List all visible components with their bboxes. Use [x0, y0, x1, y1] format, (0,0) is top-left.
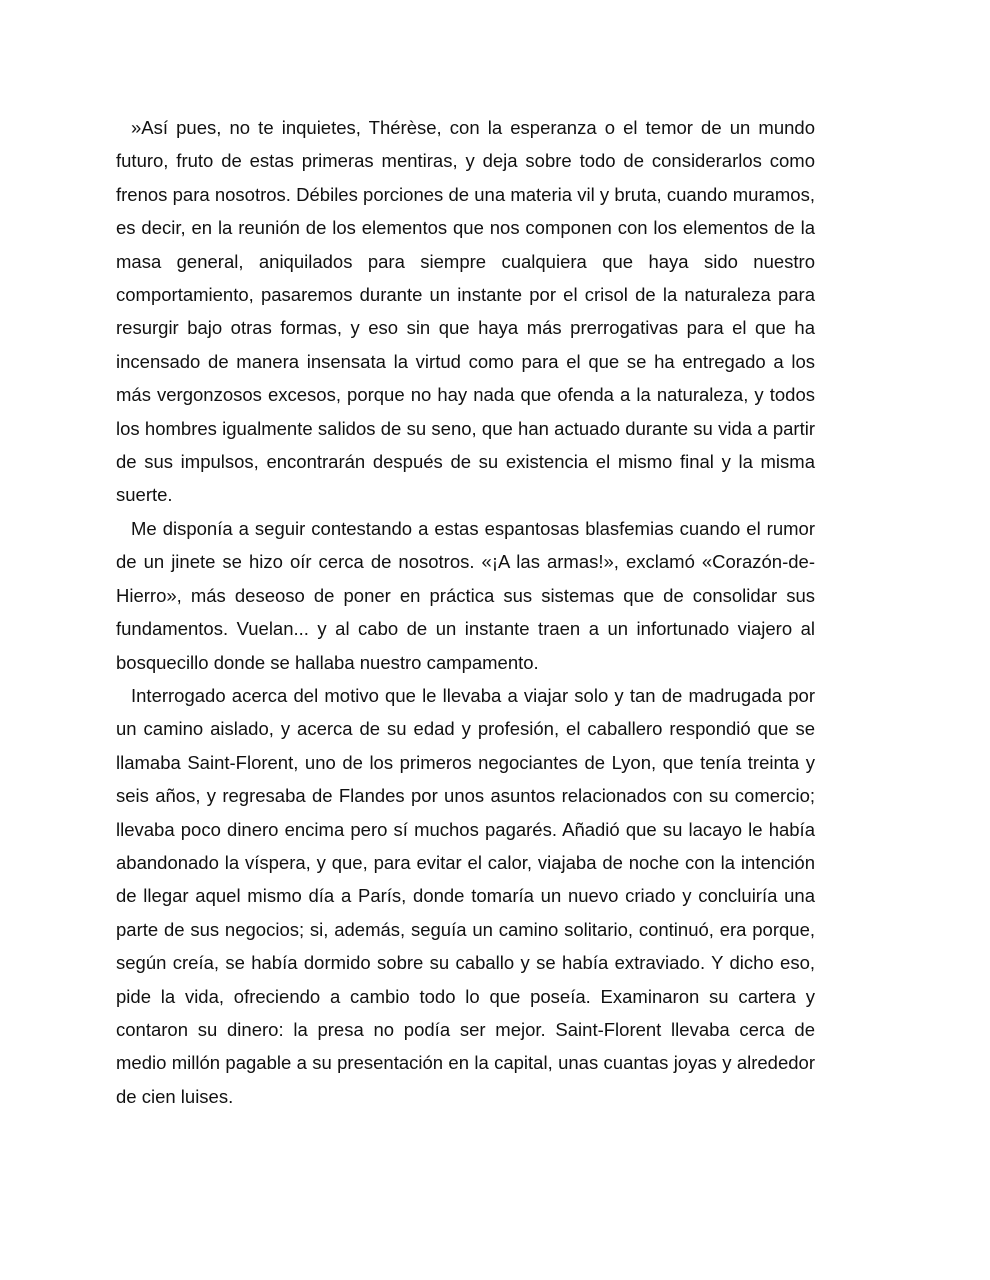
paragraph-1: »Así pues, no te inquietes, Thérèse, con la esperanza o el temor de un mundo futuro, fruto de estas primeras mentiras, y deja sobre todo de considerarlos como frenos para nosotros. Débiles porciones de una materia vil y bruta, cuando muramos, es decir, en la reunión de los elementos que nos componen con los elementos de la masa general, aniquilados para siempre cualquiera que haya sido nuestro comportamiento, pasaremos durante un instante por el crisol de la naturaleza para resurgir bajo otras formas, y eso sin que haya más prerrogativas para el que ha incensado de manera insensata la virtud como para el que se ha entregado a los más vergonzosos excesos, porque no hay nada que ofenda a la naturaleza, y todos los hombres igualmente salidos de su seno, que han actuado durante su vida a partir de sus impulsos, encontrarán después de su existencia el mismo final y la misma suerte.: [116, 117, 815, 506]
paragraph-2: Me disponía a seguir contestando a estas espantosas blasfemias cuando el rumor de un jinete se hizo oír cerca de nosotros. «¡A las armas!», exclamó «Corazón-de-Hierro», más deseoso de poner en práctica sus sistemas que de consolidar sus fundamentos. Vuelan... y al cabo de un instante traen a un infortunado viajero al bosquecillo donde se hallaba nuestro campamento.: [116, 517, 815, 673]
document-page: [116, 111, 815, 1113]
paragraph-3: Interrogado acerca del motivo que le llevaba a viajar solo y tan de madrugada por un camino aislado, y acerca de su edad y profesión, el caballero respondió que se llamaba Saint-Florent, uno de los primeros negociantes de Lyon, que tenía treinta y seis años, y regresaba de Flandes por unos asuntos relacionados con su comercio; llevaba poco dinero encima pero sí muchos pagarés. Añadió que su lacayo le había abandonado la víspera, y que, para evitar el calor, viajaba de noche con la intención de llegar aquel mismo día a París, donde tomaría un nuevo criado y concluiría una parte de sus negocios; si, además, seguía un camino solitario, continuó, era porque, según creía, se había dormido sobre su caballo y se había extraviado. Y dicho eso, pide la vida, ofreciendo a cambio todo lo que poseía. Examinaron su cartera y contaron su dinero: la presa no podía ser mejor. Saint-Florent llevaba cerca de medio millón pagable a su presentación en la capital, unas cuantas joyas y alrededor de cien luises.: [116, 684, 815, 1107]
